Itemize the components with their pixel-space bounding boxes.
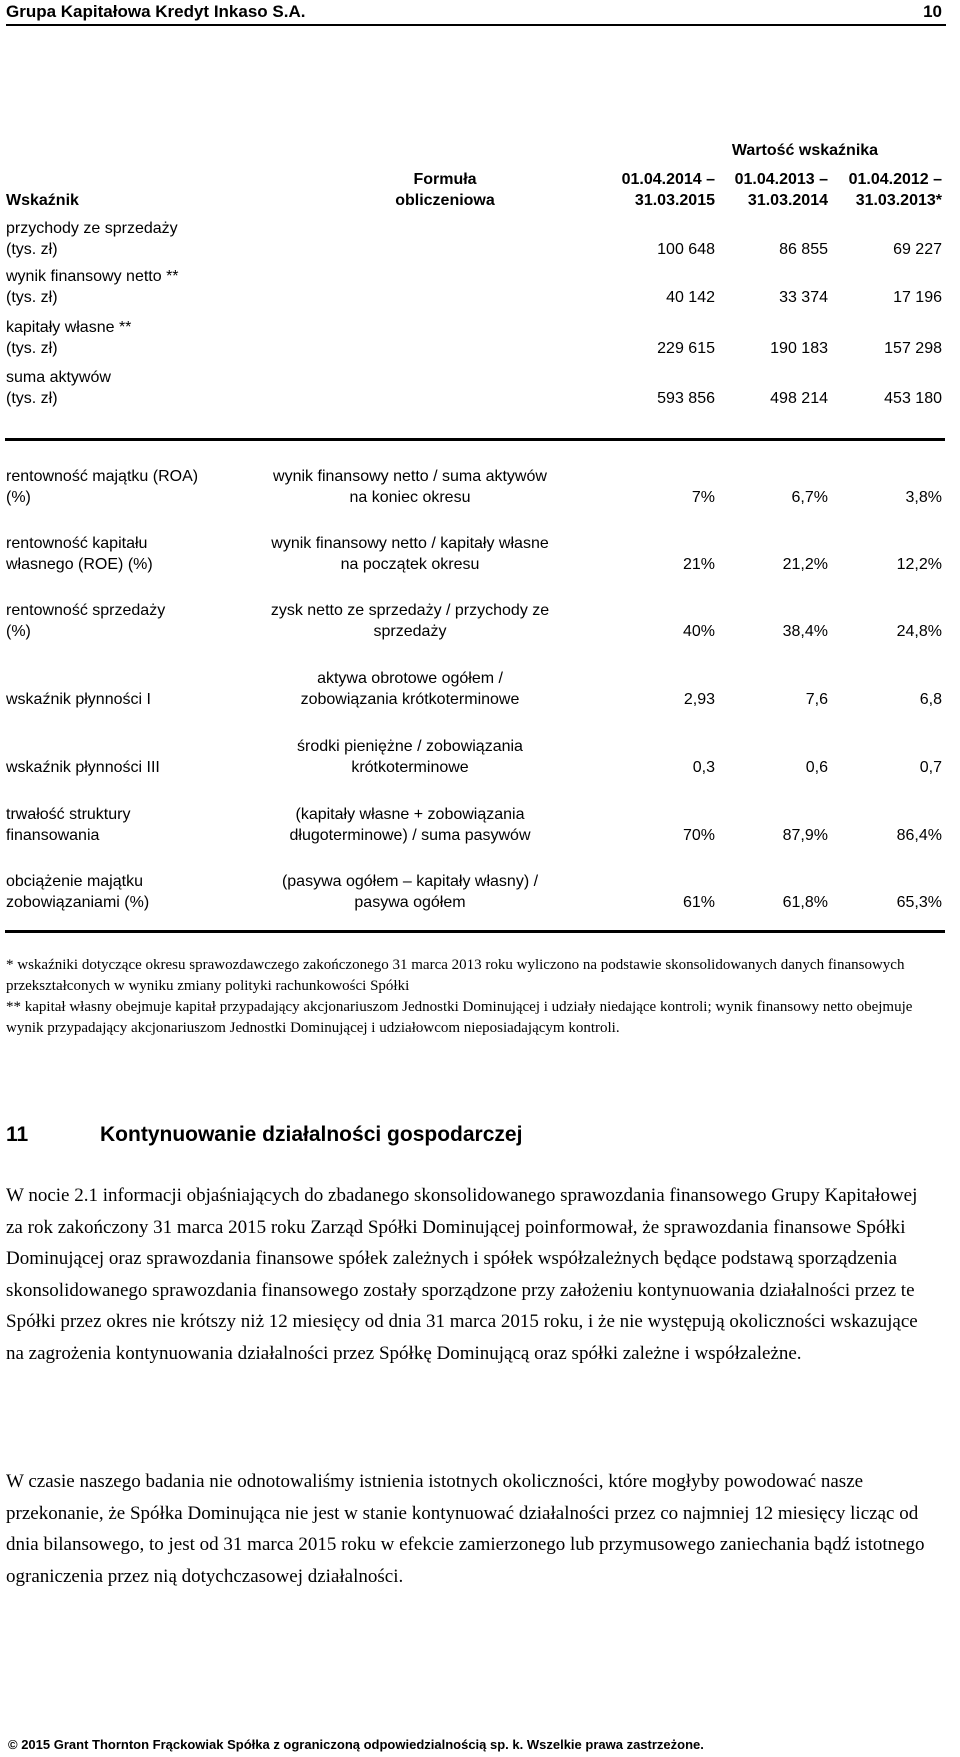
ratio-value-period1: 21% — [682, 556, 715, 573]
period1-header-line1: 01.04.2014 – — [621, 171, 715, 188]
ratio-name-line1: trwałość struktury — [6, 806, 131, 823]
table-divider — [5, 438, 945, 441]
ratio-value-period1: 70% — [682, 827, 715, 844]
ratio-formula-line2: sprzedaży — [373, 623, 447, 640]
page-number: 10 — [923, 2, 942, 21]
ratio-name-line1: rentowność sprzedaży — [6, 602, 166, 619]
ratio-value-period3: 86,4% — [896, 827, 942, 844]
ratio-name-line2: (%) — [6, 489, 31, 506]
header-divider — [6, 24, 946, 26]
period3-header-line2: 31.03.2013* — [855, 192, 942, 209]
ratio-value-period3: 65,3% — [896, 894, 942, 911]
ratio-formula-line1: (kapitały własne + zobowiązania — [295, 806, 525, 823]
amount-value-period1: 229 615 — [657, 340, 715, 357]
table-bottom-divider — [5, 930, 945, 933]
ratio-formula-line1: (pasywa ogółem – kapitały własny) / — [281, 873, 539, 890]
amount-label-line1: kapitały własne ** — [6, 319, 132, 336]
ratio-name-line2: (%) — [6, 623, 31, 640]
section-number: 11 — [6, 1123, 29, 1146]
amount-label-line2: (tys. zł) — [6, 241, 58, 258]
ratio-value-period2: 21,2% — [782, 556, 828, 573]
paragraph-1: W nocie 2.1 informacji objaśniających do zbadanego skonsolidowanego sprawozdania finansowego Grupy Kapitałowej za rok zakończony 31 marca 2015 roku Zarząd Spółki Dominującej poinformował, że sprawozdania finansowe Spółki Dominującej oraz sprawozdania finansowe spółek zależnych i spółek współzależnych będące podstawą sporządzenia skonsolidowanego sprawozdania finansowego zostały sporządzone przy założeniu kontynuowania działalności przez te Spółki przez okres nie krótszy niż 12 miesięcy od dnia 31 marca 2015 roku, i że nie występują okoliczności wskazujące na zagrożenia kontynuowania działalności przez Spółkę Dominującą oraz spółki zależne i współzależne. — [6, 1185, 918, 1364]
period1-header-line2: 31.03.2015 — [634, 192, 715, 209]
ratio-value-period2: 0,6 — [805, 759, 828, 776]
ratio-name-line2: wskaźnik płynności III — [6, 759, 160, 776]
ratio-formula-line1: wynik finansowy netto / kapitały własne — [271, 535, 549, 552]
ratio-value-period2: 6,7% — [791, 489, 828, 506]
ratio-formula-line2: pasywa ogółem — [354, 894, 466, 911]
wskaznik-header: Wskaźnik — [6, 192, 79, 209]
formula-header-line2: obliczeniowa — [395, 192, 495, 209]
amount-label-line2: (tys. zł) — [6, 340, 58, 357]
ratio-value-period1: 0,3 — [692, 759, 715, 776]
ratio-value-period3: 3,8% — [905, 489, 942, 506]
ratio-formula-line2: na koniec okresu — [349, 489, 471, 506]
ratio-name-line1: obciążenie majątku — [6, 873, 143, 890]
ratio-value-period1: 61% — [682, 894, 715, 911]
footnotes — [6, 955, 946, 1039]
amount-value-period3: 17 196 — [893, 289, 942, 306]
footnote-1: * wskaźniki dotyczące okresu sprawozdawczego zakończonego 31 marca 2013 roku wyliczono na podstawie skonsolidowanych danych finansowych przekształconych w wyniku zmiany polityki rachunkowości Spółki — [6, 957, 905, 994]
ratio-value-period3: 12,2% — [896, 556, 942, 573]
value-group-header: Wartość wskaźnika — [731, 142, 879, 159]
company-title: Grupa Kapitałowa Kredyt Inkaso S.A. — [6, 2, 306, 21]
ratio-formula-line2: krótkoterminowe — [351, 759, 469, 776]
ratio-name-line1: rentowność majątku (ROA) — [6, 468, 199, 485]
ratio-name-line1: rentowność kapitału — [6, 535, 148, 552]
ratio-value-period2: 38,4% — [782, 623, 828, 640]
amount-label-line1: przychody ze sprzedaży — [6, 220, 178, 237]
ratio-value-period1: 2,93 — [683, 691, 715, 708]
amount-value-period2: 86 855 — [779, 241, 828, 258]
ratio-formula-line1: zysk netto ze sprzedaży / przychody ze — [270, 602, 550, 619]
ratio-formula-line2: zobowiązania krótkoterminowe — [300, 691, 520, 708]
amount-value-period1: 40 142 — [666, 289, 715, 306]
footnote-2: ** kapitał własny obejmuje kapitał przypadający akcjonariuszom Jednostki Dominującej i udziały niedające kontroli; wynik finansowy netto obejmuje wynik przypadający akcjonariuszom Jednostki Dominującej i udziałowcom nieposiadającym kontroli. — [6, 999, 913, 1036]
amount-label-line2: (tys. zł) — [6, 390, 58, 407]
period2-header-line2: 31.03.2014 — [747, 192, 828, 209]
amount-label-line1: wynik finansowy netto ** — [6, 268, 179, 285]
amount-value-period2: 498 214 — [770, 390, 828, 407]
amount-value-period3: 69 227 — [893, 241, 942, 258]
ratio-value-period2: 61,8% — [782, 894, 828, 911]
amount-label-line2: (tys. zł) — [6, 289, 58, 306]
copyright-footer: © 2015 Grant Thornton Frąckowiak Spółka z ograniczoną odpowiedzialnością sp. k. Wszelkie prawa zastrzeżone. — [8, 1737, 704, 1752]
amount-label-line1: suma aktywów — [6, 369, 111, 386]
amount-value-period3: 157 298 — [884, 340, 942, 357]
ratio-formula-line2: długoterminowe) / suma pasywów — [289, 827, 531, 844]
ratio-value-period1: 40% — [682, 623, 715, 640]
amount-value-period2: 190 183 — [770, 340, 828, 357]
paragraph-2: W czasie naszego badania nie odnotowaliśmy istnienia istotnych okoliczności, które mogłyby powodować nasze przekonanie, że Spółka Dominująca nie jest w stanie kontynuować działalności przez co najmniej 12 miesięcy licząc od dnia bilansowego, to jest od 31 marca 2015 roku w efekcie zamierzonego lub przymusowego zaniechania bądź istotnego ograniczenia przez nią dotychczasowej działalności. — [6, 1471, 925, 1587]
section-title: Kontynuowanie działalności gospodarczej — [100, 1123, 523, 1146]
ratio-name-line2: wskaźnik płynności I — [6, 691, 151, 708]
ratio-value-period3: 24,8% — [896, 623, 942, 640]
ratio-name-line2: finansowania — [6, 827, 100, 844]
ratio-name-line2: zobowiązaniami (%) — [6, 894, 150, 911]
ratio-value-period2: 87,9% — [782, 827, 828, 844]
ratio-value-period2: 7,6 — [805, 691, 828, 708]
amount-value-period1: 593 856 — [657, 390, 715, 407]
amount-value-period1: 100 648 — [657, 241, 715, 258]
ratio-value-period1: 7% — [691, 489, 715, 506]
period2-header-line1: 01.04.2013 – — [734, 171, 828, 188]
ratio-formula-line1: wynik finansowy netto / suma aktywów — [273, 468, 547, 485]
ratio-formula-line1: środki pieniężne / zobowiązania — [297, 738, 523, 755]
amount-value-period3: 453 180 — [884, 390, 942, 407]
amount-value-period2: 33 374 — [779, 289, 828, 306]
formula-header-line1: Formuła — [413, 171, 477, 188]
ratio-value-period3: 6,8 — [919, 691, 942, 708]
ratio-formula-line2: na początek okresu — [340, 556, 480, 573]
ratio-value-period3: 0,7 — [919, 759, 942, 776]
ratio-formula-line1: aktywa obrotowe ogółem / — [317, 670, 503, 687]
ratio-name-line2: własnego (ROE) (%) — [6, 556, 153, 573]
period3-header-line1: 01.04.2012 – — [848, 171, 942, 188]
